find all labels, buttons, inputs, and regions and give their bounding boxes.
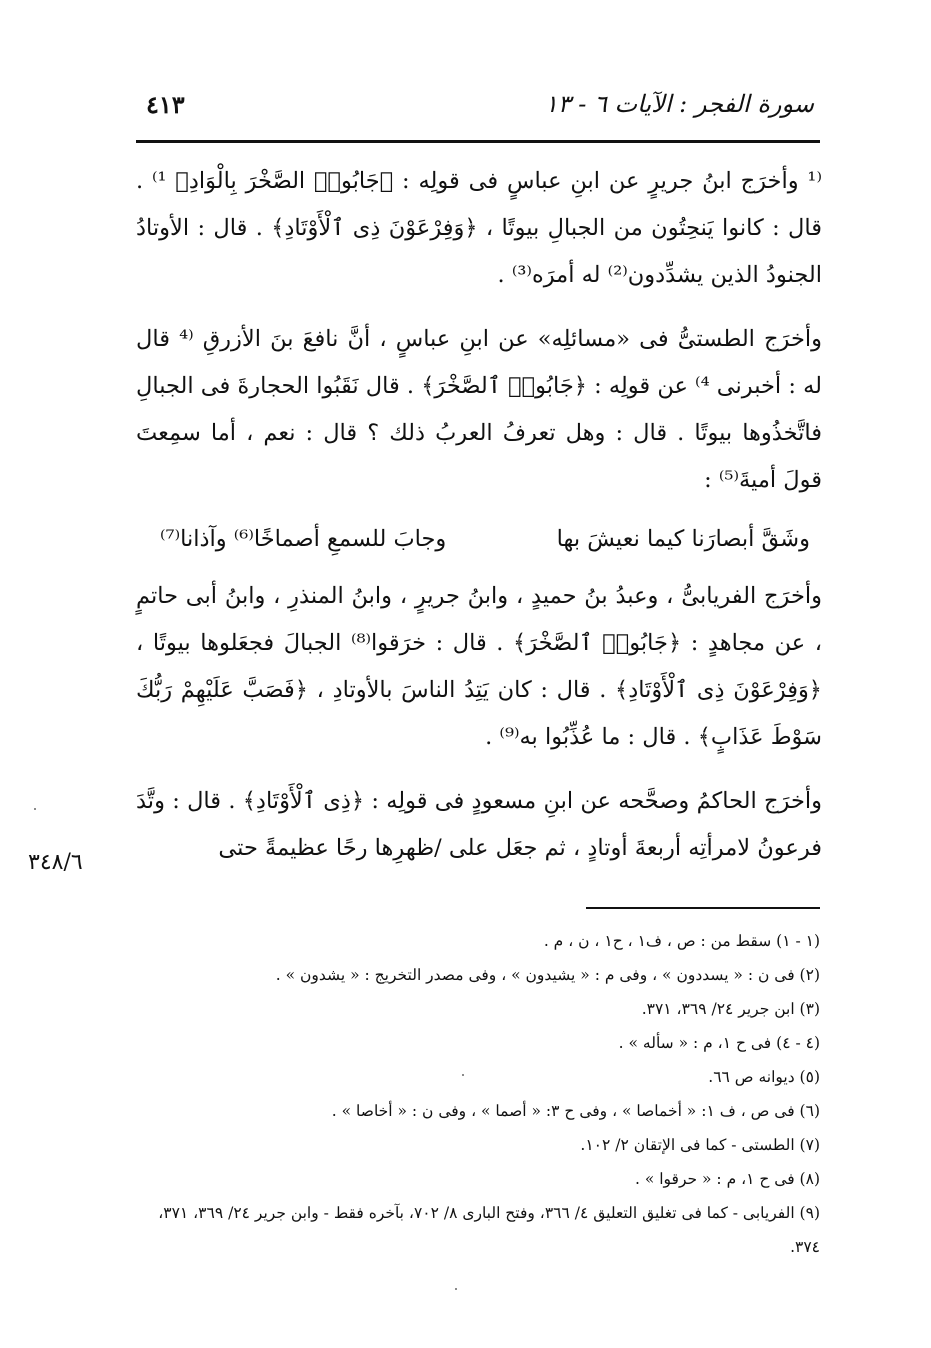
scan-speck [34, 808, 36, 810]
page-number: ٤١٣ [146, 90, 185, 119]
footnote: (٤ - ٤) فى ح ١، م : « سأله » . [618, 1034, 820, 1052]
footnote: (٣) ابن جرير ٢٤/ ٣٦٩، ٣٧١. [641, 1000, 820, 1018]
paragraph-ibn-jarir: ⁽¹ وأخرَج ابنُ جريرٍ عن ابنِ عباسٍ فى قولِه : ﴿جَابُوا۟ الصَّخْرَ بِالْوَادِ﴾ ¹⁾ . قال : كانوا يَنحِتُون من الجبالِ بيوتًا ، ﴿وَفِرْعَوْنَ ذِى ٱلْأَوْتَادِ﴾ . قال : الأوتادُ الجنودُ الذين يشدِّدون⁽²⁾ له أمرَه⁽³⁾ . [136, 168, 822, 288]
running-header [140, 84, 818, 124]
margin-volume-reference: ٣٤٨/٦ [28, 850, 83, 875]
main-text [136, 158, 822, 872]
paragraph-hakim: وأخرَج الحاكمُ وصحَّحه عن ابنِ مسعودٍ فى قولِه : ﴿ذِى ٱلْأَوْتَادِ﴾ . قال : وتَّدَ فرعونُ لامرأتِه أربعةَ أوتادٍ ، ثم جعَل على /ظهرِها رحًا عظيمةً حتى [136, 788, 822, 861]
header-rule [136, 140, 820, 143]
footnote: (٦) فى ص ، ف ١: « أخماصا » ، وفى ح ٣: « أصما » ، وفى ن : « أخاصا » . [331, 1102, 820, 1120]
paragraph-firyabi: وأخرَج الفريابىُّ ، وعبدُ بنُ حميدٍ ، وابنُ جريرٍ ، وابنُ المنذرِ ، وابنُ أبى حاتمٍ ، عن مجاهدٍ : ﴿جَابُوا۟ ٱلصَّخْرَ﴾ . قال : خرَقوا⁽⁸⁾ الجبالَ فجعَلوها بيوتًا ، ﴿وَفِرْعَوْنَ ذِى ٱلْأَوْتَادِ﴾ . قال : كان يَتِدُ الناسَ بالأوتادِ ، ﴿فَصَبَّ عَلَيْهِمْ رَبُّكَ سَوْطَ عَذَابٍ﴾ . قال : ما عُذِّبُوا به⁽⁹⁾ . [136, 583, 822, 750]
paragraph-tasti: وأخرَج الطستىُّ فى «مسائلِه» عن ابنِ عباسٍ ، أنَّ نافعَ بنَ الأزرقِ ⁽⁴ قال له : أخبرنى ⁴⁾ عن قولِه : ﴿جَابُوا۟ ٱلصَّخْرَ﴾ . قال نَقَبُوا الحجارةَ فى الجبالِ فاتَّخذُوها بيوتًا . قال : وهل تعرفُ العربُ ذلك ؟ قال : نعم ، أما سمِعتَ قولَ أميةَ⁽⁵⁾ : [136, 326, 823, 493]
scan-speck [455, 1288, 457, 1290]
footnote: (٨) فى ح ١، م : « حرقوا » . [634, 1170, 820, 1188]
footnote: (٩) الفريابى - كما فى تغليق التعليق ٤/ ٣٦٦، وفتح البارى ٨/ ٧٠٢، بآخره فقط - وابن جرير ٢٤/ ٣٦٩، ٣٧١، ٣٧٤. [158, 1204, 820, 1256]
running-title: سورة الفجر : الآيات ٦ - ١٣ [544, 90, 814, 118]
poetry-verse [136, 516, 822, 563]
footnotes [140, 924, 820, 1264]
footnote: (٧) الطستى - كما فى الإتقان ٢/ ١٠٢. [580, 1136, 820, 1154]
footnote: (٢) فى ن : « يسددون » ، وفى م : « يشيدون » ، وفى مصدر التخريج : « يشدون » . [275, 966, 820, 984]
verse-first-hemistich: وشَقَّ أبصارَنا كيما نعيشَ بها [556, 526, 810, 552]
verse-second-hemistich: وجابَ للسمعِ أصماخًا⁽⁶⁾ وآذانا⁽⁷⁾ [160, 526, 447, 552]
footnote: (٥) ديوانه ص ٦٦. [708, 1068, 820, 1086]
footnote-separator [586, 907, 820, 909]
scan-speck [462, 1074, 464, 1076]
footnote: (١ - ١) سقط من : ص ، ف١ ، ح١ ، ن ، م . [543, 932, 820, 950]
